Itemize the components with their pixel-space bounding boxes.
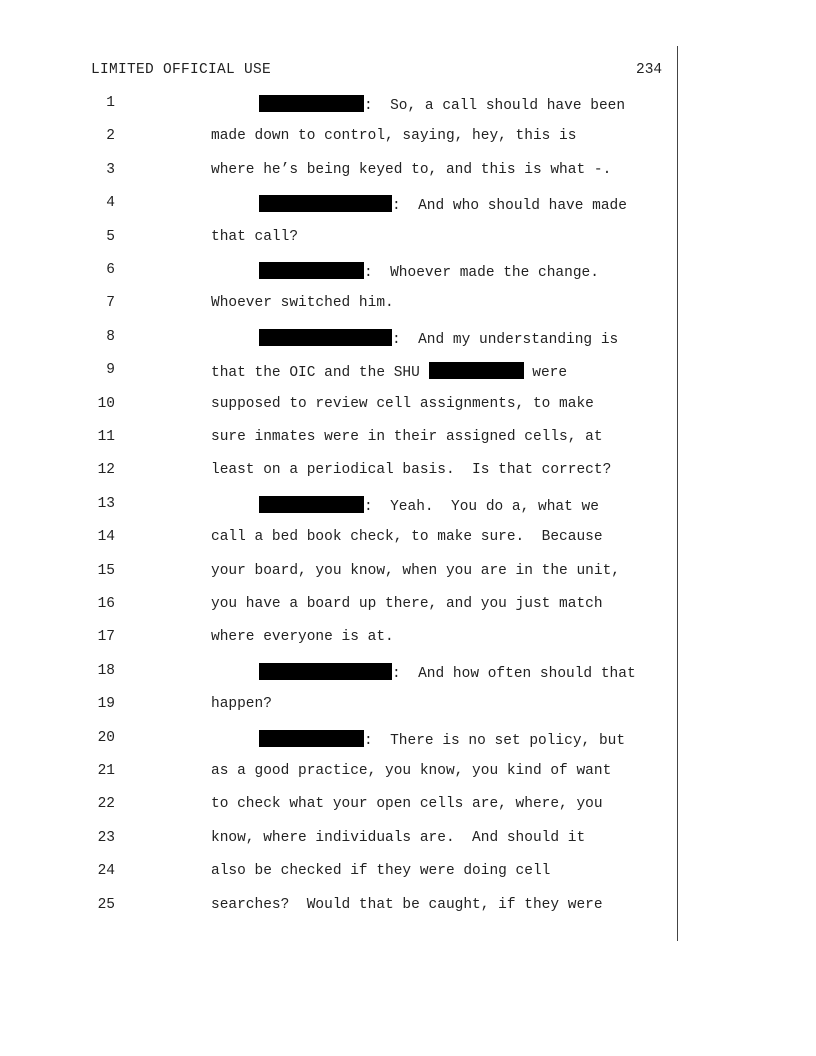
transcript-line <box>0 563 816 587</box>
transcript-line <box>0 696 816 720</box>
line-text: least on a periodical basis. Is that correct? <box>211 462 612 479</box>
line-text <box>259 262 599 281</box>
line-text-suffix: : So, a call should have been <box>364 98 626 114</box>
redaction-block <box>259 496 364 513</box>
redaction-block <box>259 195 392 212</box>
line-number: 15 <box>97 562 115 579</box>
transcript-line <box>0 329 816 353</box>
line-number: 19 <box>97 696 115 713</box>
transcript-line <box>0 262 816 286</box>
line-text: call a bed book check, to make sure. Because <box>211 529 603 546</box>
line-text: you have a board up there, and you just match <box>211 596 603 612</box>
line-text: that call? <box>211 228 299 245</box>
line-number: 6 <box>106 262 115 278</box>
line-text-prefix: that the OIC and the SHU <box>211 365 429 382</box>
line-number: 13 <box>97 495 115 512</box>
transcript-line <box>0 730 816 754</box>
transcript-line <box>0 629 816 653</box>
line-number: 4 <box>106 195 115 212</box>
transcript-line <box>0 396 816 420</box>
transcript-line <box>0 663 816 687</box>
line-text-suffix: : There is no set policy, but <box>364 732 626 749</box>
line-number: 2 <box>106 128 115 145</box>
transcript-line <box>0 529 816 553</box>
line-text <box>259 329 618 348</box>
line-text: as a good practice, you know, you kind of want <box>211 763 612 779</box>
line-number: 17 <box>97 629 115 646</box>
line-number: 16 <box>97 596 115 612</box>
line-number: 8 <box>106 328 115 345</box>
line-text: to check what your open cells are, where, you <box>211 796 603 813</box>
transcript-line <box>0 830 816 854</box>
line-text: Whoever switched him. <box>211 295 394 312</box>
line-text: happen? <box>211 696 272 713</box>
redaction-block <box>259 730 364 747</box>
transcript-line <box>0 596 816 620</box>
line-text: your board, you know, when you are in the unit, <box>211 562 620 579</box>
transcript-line <box>0 229 816 253</box>
redaction-block <box>259 663 392 680</box>
line-text-suffix: : Whoever made the change. <box>364 265 599 281</box>
transcript-line <box>0 763 816 787</box>
line-text: made down to control, saying, hey, this is <box>211 128 577 145</box>
line-text <box>259 195 627 214</box>
redaction-block <box>429 362 524 379</box>
line-number: 5 <box>106 228 115 245</box>
line-text <box>259 663 636 682</box>
transcript-line <box>0 128 816 152</box>
line-number: 11 <box>97 429 115 445</box>
line-text: also be checked if they were doing cell <box>211 863 551 880</box>
line-number: 7 <box>106 295 115 312</box>
transcript-line <box>0 897 816 921</box>
line-text: searches? Would that be caught, if they were <box>211 896 603 913</box>
classification-header: LIMITED OFFICIAL USE <box>91 62 272 78</box>
transcript-line <box>0 362 816 386</box>
line-text: where he’s being keyed to, and this is what -. <box>211 161 612 178</box>
line-number: 21 <box>97 763 115 779</box>
line-text <box>259 95 625 114</box>
line-text-suffix: : And how often should that <box>392 665 636 682</box>
line-number: 14 <box>97 529 115 546</box>
line-text: where everyone is at. <box>211 629 394 646</box>
page-number: 234 <box>636 62 663 78</box>
line-text-suffix: : And my understanding is <box>392 331 619 348</box>
line-text <box>259 496 599 515</box>
transcript-line <box>0 162 816 186</box>
line-text-suffix: : And who should have made <box>392 198 627 215</box>
line-text: sure inmates were in their assigned cells, at <box>211 429 603 445</box>
transcript-line <box>0 496 816 520</box>
line-number: 23 <box>97 829 115 846</box>
line-number: 9 <box>106 362 115 379</box>
redaction-block <box>259 329 392 346</box>
transcript-line <box>0 195 816 219</box>
line-number: 20 <box>97 729 115 746</box>
line-number: 25 <box>97 896 115 913</box>
line-text-suffix: : Yeah. You do a, what we <box>364 498 599 515</box>
redaction-block <box>259 95 364 112</box>
transcript-line <box>0 429 816 453</box>
line-text-suffix: were <box>523 365 568 382</box>
line-number: 1 <box>106 95 115 111</box>
line-number: 22 <box>97 796 115 813</box>
transcript-line <box>0 95 816 119</box>
line-number: 12 <box>97 462 115 479</box>
line-text: know, where individuals are. And should it <box>211 829 586 846</box>
line-number: 24 <box>97 863 115 880</box>
line-text <box>211 362 567 381</box>
line-number: 18 <box>97 662 115 679</box>
line-number: 10 <box>97 395 115 412</box>
line-text <box>259 730 625 749</box>
line-text: supposed to review cell assignments, to make <box>211 395 594 412</box>
line-number: 3 <box>106 161 115 178</box>
transcript-line <box>0 863 816 887</box>
transcript-line <box>0 796 816 820</box>
transcript-line <box>0 295 816 319</box>
transcript-line <box>0 462 816 486</box>
redaction-block <box>259 262 364 279</box>
